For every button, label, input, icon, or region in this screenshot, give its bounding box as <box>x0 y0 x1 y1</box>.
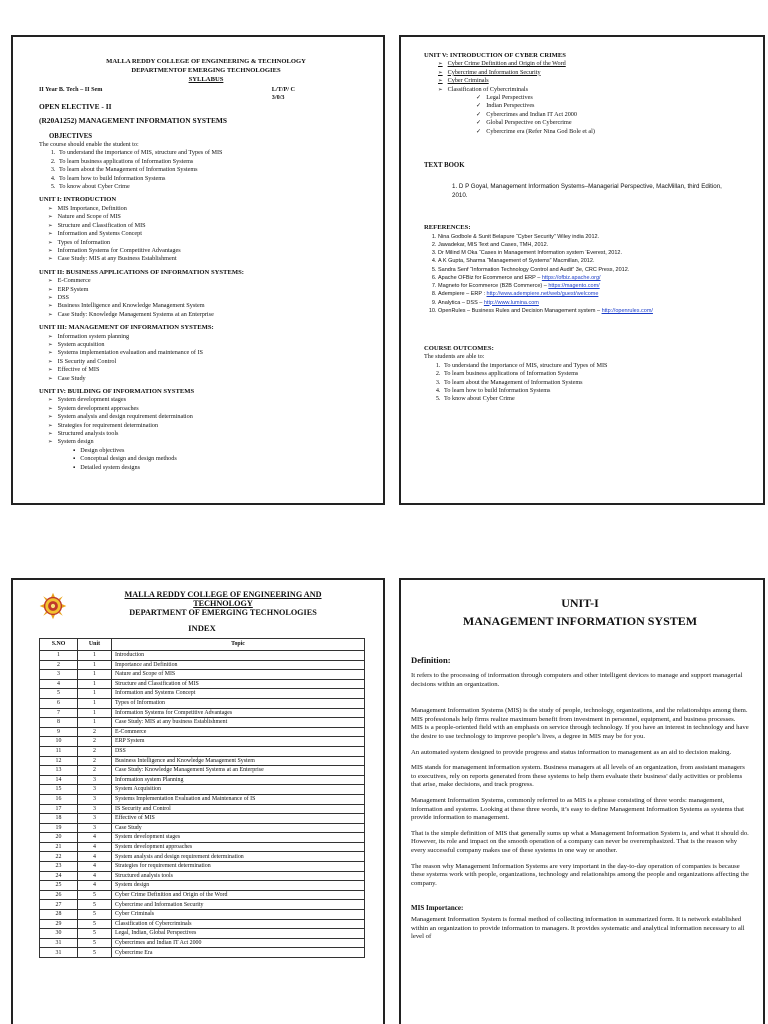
table-row <box>40 919 365 929</box>
list-item: ➢ IS Security and Control <box>48 358 373 366</box>
list-item: ➢ System development stages <box>48 396 373 404</box>
cell-sno: 12 <box>40 756 78 766</box>
college-logo-icon <box>39 592 67 620</box>
cell-unit: 2 <box>78 756 112 766</box>
list-item: ➢ System design <box>48 438 373 446</box>
cell-topic: Cybercrimes and Indian IT Act 2000 <box>112 938 365 948</box>
table-row <box>40 823 365 833</box>
list-item: ▪ Conceptual design and design methods <box>73 455 373 463</box>
department-name: DEPARTMENT OF EMERGING TECHNOLOGIES <box>129 608 317 618</box>
list-item: ➢ System acquisition <box>48 341 373 349</box>
cell-topic: Information and Systems Concept <box>112 689 365 699</box>
cell-unit: 5 <box>78 929 112 939</box>
unit2-title: UNIT II: BUSINESS APPLICATIONS OF INFORMATION SYSTEMS: <box>39 268 244 276</box>
cell-unit: 1 <box>78 670 112 680</box>
cell-sno: 8 <box>40 718 78 728</box>
cell-sno: 19 <box>40 823 78 833</box>
list-item: ▪ Design objectives <box>73 447 373 455</box>
table-row <box>40 679 365 689</box>
cell-unit: 4 <box>78 852 112 862</box>
table-row <box>40 929 365 939</box>
cell-unit: 5 <box>78 910 112 920</box>
outcomes-intro: The students are able to: <box>424 353 485 361</box>
cell-topic: System analysis and design requirement determination <box>112 852 365 862</box>
cell-topic: System development approaches <box>112 842 365 852</box>
table-row <box>40 718 365 728</box>
cell-unit: 4 <box>78 833 112 843</box>
cell-topic: Cybercrime Era <box>112 948 365 958</box>
list-item: ➢ System development approaches <box>48 405 373 413</box>
textbook-title: TEXT BOOK <box>424 162 465 170</box>
cell-sno: 13 <box>40 766 78 776</box>
cell-topic: Structured analysis tools <box>112 871 365 881</box>
cell-unit: 2 <box>78 766 112 776</box>
cell-sno: 2 <box>40 660 78 670</box>
list-item: ➢ Nature and Scope of MIS <box>48 213 373 221</box>
list-item: 7. Magneto for Ecommerce (B2B Commerce) – https://magento.com/ <box>438 282 753 290</box>
definition-title: Definition: <box>411 655 451 665</box>
list-item: 10. OpenRules – Business Rules and Decision Management system – http://openrules.com/ <box>438 307 753 315</box>
cell-sno: 18 <box>40 814 78 824</box>
paragraph: That is the simple definition of MIS that generally sums up what a Management Information System is, and what it should do. However, its role and impact on the smooth operation of a company can never be overemphasized. That is the reason why every successful company makes use of these systems in one way or another. <box>411 829 749 854</box>
index-table-body <box>40 651 365 958</box>
cell-unit: 1 <box>78 679 112 689</box>
cell-topic: Business Intelligence and Knowledge Management System <box>112 756 365 766</box>
list-item: ➢ Information and Systems Concept <box>48 230 373 238</box>
importance-title: MIS Importance: <box>411 904 464 913</box>
list-item: ➢ DSS <box>48 294 373 302</box>
cell-sno: 15 <box>40 785 78 795</box>
elective-label: OPEN ELECTIVE - II <box>39 101 112 111</box>
cell-sno: 24 <box>40 871 78 881</box>
definition-text: It refers to the processing of information through computers and other intelligent devices to manage and support managerial decisions within an organization. <box>411 672 743 688</box>
cell-sno: 23 <box>40 862 78 872</box>
objectives-title: OBJECTIVES <box>49 132 93 140</box>
cell-sno: 22 <box>40 852 78 862</box>
cell-sno: 21 <box>40 842 78 852</box>
list-item: 1. To understand the importance of MIS, structure and Types of MIS <box>57 149 373 157</box>
textbook-entry: 1. D P Goyal, Management Information Systems–Managerial Perspective, MacMillan, third Edition, 2010. <box>452 183 722 200</box>
list-item: ➢ Structured analysis tools <box>48 430 373 438</box>
department-name: DEPARTMENTOF EMERGING TECHNOLOGIES <box>131 67 281 74</box>
cell-topic: Nature and Scope of MIS <box>112 670 365 680</box>
list-item: ➢ Effective of MIS <box>48 366 373 374</box>
column-header-unit: Unit <box>78 639 112 651</box>
list-item: ✓ Cybercrime era (Refer Nina God Bole et al) <box>476 128 753 136</box>
cell-unit: 2 <box>78 737 112 747</box>
cell-sno: 29 <box>40 919 78 929</box>
reference-link[interactable]: http://www.adempiere.net/web/guest/welcome <box>486 291 599 298</box>
cell-topic: ERP System <box>112 737 365 747</box>
list-item: 2. To learn business applications of Information Systems <box>442 370 753 378</box>
cell-unit: 3 <box>78 814 112 824</box>
cell-sno: 7 <box>40 708 78 718</box>
list-item: 4. To learn how to build Information Systems <box>442 387 753 395</box>
list-item: ➢ Business Intelligence and Knowledge Management System <box>48 302 373 310</box>
cell-sno: 27 <box>40 900 78 910</box>
year-row <box>39 86 373 103</box>
cell-unit: 3 <box>78 775 112 785</box>
list-item: ➢ Cyber Criminals <box>438 77 753 85</box>
cell-sno: 17 <box>40 804 78 814</box>
list-item: ➢ Case Study: MIS at any Business Establishment <box>48 255 373 263</box>
table-row <box>40 938 365 948</box>
table-row <box>40 881 365 891</box>
paragraph: Management Information Systems (MIS) is the study of people, technology, organizations, and the relationships among them. MIS professionals help firms realize maximum benefit from investment in personnel, equipment, and business processes. MIS is a people-oriented field with an emphasis on service through technology. If you have an interest in technology and have the desire to use technology to improve people’s lives, a degree in MIS may be for you. <box>411 707 749 740</box>
syllabus-label: SYLLABUS <box>188 76 224 83</box>
cell-unit: 5 <box>78 890 112 900</box>
list-item: ➢ Structure and Classification of MIS <box>48 222 373 230</box>
objectives-intro: The course should enable the student to: <box>39 141 139 149</box>
cell-sno: 4 <box>40 679 78 689</box>
cell-sno: 31 <box>40 948 78 958</box>
cell-topic: System development stages <box>112 833 365 843</box>
list-item: 1. Nina Godbole & Sunit Belapure “Cyber Security” Wiley india 2012. <box>438 233 753 241</box>
table-header-row <box>40 639 365 651</box>
course-title: (R20A1252) MANAGEMENT INFORMATION SYSTEMS <box>39 116 227 126</box>
unit1-title: UNIT I: INTRODUCTION <box>39 196 117 204</box>
cell-topic: E-Commerce <box>112 727 365 737</box>
cell-unit: 2 <box>78 727 112 737</box>
cell-topic: Types of Information <box>112 698 365 708</box>
cell-topic: Importance and Definition <box>112 660 365 670</box>
unit3-title: UNIT III: MANAGEMENT OF INFORMATION SYSTEMS: <box>39 324 214 332</box>
reference-link[interactable]: https://magento.com/ <box>548 283 600 290</box>
column-header-topic: Topic <box>112 639 365 651</box>
table-row <box>40 852 365 862</box>
cell-topic: System design <box>112 881 365 891</box>
cell-sno: 28 <box>40 910 78 920</box>
cell-sno: 31 <box>40 938 78 948</box>
table-row <box>40 890 365 900</box>
cell-sno: 6 <box>40 698 78 708</box>
references-list <box>438 233 753 315</box>
list-item: ➢ Information Systems for Competitive Advantages <box>48 247 373 255</box>
unit-heading: UNIT-I <box>561 596 599 610</box>
column-header-sno: S.NO <box>40 639 78 651</box>
cell-unit: 1 <box>78 708 112 718</box>
list-item: ✓ Indian Perspectives <box>476 102 753 110</box>
cell-unit: 2 <box>78 746 112 756</box>
list-item: 5. Sandra Senf “Information Technology Control and Audit” 3e, CRC Press, 2012. <box>438 266 753 274</box>
cell-topic: Cyber Criminals <box>112 910 365 920</box>
year-sem: II Year B. Tech – II Sem <box>39 86 103 93</box>
syllabus-page <box>11 35 385 505</box>
unit5-title: UNIT V: INTRODUCTION OF CYBER CRIMES <box>424 52 566 59</box>
table-row <box>40 727 365 737</box>
cell-sno: 14 <box>40 775 78 785</box>
cell-sno: 25 <box>40 881 78 891</box>
unit4-list <box>48 396 373 446</box>
cell-unit: 3 <box>78 804 112 814</box>
unit1-list <box>48 205 373 264</box>
unit4-title: UNIT IV: BUILDING OF INFORMATION SYSTEMS <box>39 388 195 395</box>
cell-sno: 16 <box>40 794 78 804</box>
list-item: 1. To understand the importance of MIS, structure and Types of MIS <box>442 362 753 370</box>
index-table <box>39 638 365 958</box>
cell-topic: Strategies for requirement determination <box>112 862 365 872</box>
cell-topic: Systems Implementation Evaluation and Maintenance of IS <box>112 794 365 804</box>
objectives-list <box>57 149 373 191</box>
table-row <box>40 698 365 708</box>
list-item: 4. To learn how to build Information Systems <box>57 175 373 183</box>
list-item: ➢ Classification of Cybercriminals <box>438 86 753 94</box>
cell-unit: 1 <box>78 660 112 670</box>
reference-link[interactable]: https://ofbiz.apache.org/ <box>541 274 601 281</box>
list-item: 4. A K Gupta, Sharma “Management of Systems” Macmillan, 2012. <box>438 257 753 265</box>
cell-sno: 20 <box>40 833 78 843</box>
table-row <box>40 948 365 958</box>
references-title: REFERENCES: <box>424 224 471 232</box>
cell-topic: Cybercrime and Information Security <box>112 900 365 910</box>
cell-unit: 5 <box>78 948 112 958</box>
list-item: 2. Jawadekar, MIS Text and Cases, TMH, 2012. <box>438 241 753 249</box>
cell-topic: Case Study: MIS at any business Establishment <box>112 718 365 728</box>
table-row <box>40 785 365 795</box>
cell-unit: 3 <box>78 794 112 804</box>
cell-topic: Legal, Indian, Global Perspectives <box>112 929 365 939</box>
table-row <box>40 871 365 881</box>
index-header <box>39 590 365 620</box>
list-item: ➢ Cyber Crime Definition and Origin of the Word <box>438 60 753 68</box>
syllabus-page-2 <box>399 35 765 505</box>
table-row <box>40 660 365 670</box>
table-row <box>40 794 365 804</box>
cell-topic: Case Study: Knowledge Management Systems at an Enterprise <box>112 766 365 776</box>
cell-unit: 5 <box>78 900 112 910</box>
list-item: ▪ Detailed system designs <box>73 464 373 472</box>
table-row <box>40 910 365 920</box>
cell-unit: 4 <box>78 881 112 891</box>
table-row <box>40 842 365 852</box>
list-item: 6. Apache OFBiz for Ecommerce and ERP – https://ofbiz.apache.org/ <box>438 274 753 282</box>
list-item: 3. Dr Milind M Oka “Cases in Management Information system ‘Everest, 2012. <box>438 249 753 257</box>
index-titles <box>81 590 365 618</box>
paragraph: Management Information Systems, commonly referred to as MIS is a phrase consisting of three words: management, information and systems. Looking at these three words, it’s easy to define Management Information Systems as systems that provide information to management. <box>411 796 745 822</box>
list-item: ➢ System analysis and design requirement determination <box>48 413 373 421</box>
cell-unit: 4 <box>78 842 112 852</box>
table-row <box>40 737 365 747</box>
cell-topic: Effective of MIS <box>112 814 365 824</box>
list-item: ➢ ERP System <box>48 286 373 294</box>
unit1-content-page <box>399 578 765 1024</box>
cell-sno: 9 <box>40 727 78 737</box>
list-item: 5. To know about Cyber Crime <box>57 183 373 191</box>
list-item: ✓ Legal Perspectives <box>476 94 753 102</box>
table-row <box>40 814 365 824</box>
table-row <box>40 804 365 814</box>
paragraph: The reason why Management Information Systems are very important in the day-to-day operation of companies is because these systems work with people, organizations, technology and relationships among the people and organizations affecting the company. <box>411 862 749 887</box>
list-item: 9. Analytica – DSS – http://www.lumina.com <box>438 299 753 307</box>
list-item: ➢ Cybercrime and Information Security <box>438 69 753 77</box>
list-item: 8. Adempiere – ERP : http://www.adempiere.net/web/guest/welcome <box>438 290 753 298</box>
list-item: ➢ Information system planning <box>48 333 373 341</box>
cell-topic: Information Systems for Competitive Advantages <box>112 708 365 718</box>
list-item: ➢ MIS Importance, Definition <box>48 205 373 213</box>
table-row <box>40 708 365 718</box>
unit4-sublist <box>73 447 373 472</box>
cell-topic: Classification of Cybercriminals <box>112 919 365 929</box>
cell-topic: IS Security and Control <box>112 804 365 814</box>
outcomes-list <box>442 362 753 404</box>
list-item: ➢ Case Study <box>48 375 373 383</box>
cell-topic: Structure and Classification of MIS <box>112 679 365 689</box>
cell-unit: 4 <box>78 871 112 881</box>
cell-sno: 11 <box>40 746 78 756</box>
list-item: ➢ E-Commerce <box>48 277 373 285</box>
reference-link[interactable]: http://www.lumina.com <box>483 299 539 306</box>
cell-sno: 3 <box>40 670 78 680</box>
list-item: ➢ Types of Information <box>48 239 373 247</box>
unit2-list <box>48 277 373 319</box>
cell-topic: Case Study <box>112 823 365 833</box>
list-item: 3. To learn about the Management of Information Systems <box>57 166 373 174</box>
table-row <box>40 651 365 661</box>
table-row <box>40 766 365 776</box>
cell-sno: 10 <box>40 737 78 747</box>
cell-topic: Information system Planning <box>112 775 365 785</box>
table-row <box>40 862 365 872</box>
table-row <box>40 756 365 766</box>
unit5-sublist <box>476 94 753 136</box>
table-row <box>40 746 365 756</box>
unit5-list <box>438 60 753 94</box>
cell-unit: 3 <box>78 785 112 795</box>
table-row <box>40 833 365 843</box>
college-name-line1: MALLA REDDY COLLEGE OF ENGINEERING AND <box>124 590 322 599</box>
cell-unit: 3 <box>78 823 112 833</box>
college-name-line2: TECHNOLOGY <box>193 599 253 609</box>
index-title: INDEX <box>188 623 216 633</box>
cell-sno: 30 <box>40 929 78 939</box>
cell-unit: 1 <box>78 689 112 699</box>
cell-unit: 1 <box>78 651 112 661</box>
table-row <box>40 689 365 699</box>
outcomes-title: COURSE OUTCOMES: <box>424 344 494 352</box>
table-row <box>40 775 365 785</box>
cell-unit: 4 <box>78 862 112 872</box>
table-row <box>40 900 365 910</box>
cell-sno: 26 <box>40 890 78 900</box>
unit-title: MANAGEMENT INFORMATION SYSTEM <box>462 614 698 628</box>
list-item: 3. To learn about the Management of Information Systems <box>442 379 753 387</box>
list-item: 2. To learn business applications of Information Systems <box>57 158 373 166</box>
cell-unit: 1 <box>78 718 112 728</box>
list-item: ✓ Cybercrimes and Indian IT Act 2000 <box>476 111 753 119</box>
list-item: 5. To know about Cyber Crime <box>442 395 753 403</box>
list-item: ➢ Case Study: Knowledge Management Systems at an Enterprise <box>48 311 373 319</box>
ltpc-label: L/T/P/ C <box>271 86 295 93</box>
paragraph: An automated system designed to provide progress and status information to management as an aid to decision making. <box>411 748 732 756</box>
list-item: ➢ Systems implementation evaluation and maintenance of IS <box>48 349 373 357</box>
list-item: ✓ Global Perspective on Cybercrime <box>476 119 753 127</box>
ltpc-block <box>272 86 295 103</box>
ltpc-value: 3/0/3 <box>271 94 285 102</box>
cell-unit: 1 <box>78 698 112 708</box>
cell-topic: DSS <box>112 746 365 756</box>
cell-unit: 5 <box>78 919 112 929</box>
paragraph: MIS stands for management information system. Business managers at all levels of an organization, from assistant managers to executives, rely on reports generated from these systems to help them evaluate their business' daily activities or problems that arise, make decisions, and track progress. <box>411 764 745 789</box>
cell-sno: 1 <box>40 651 78 661</box>
cell-sno: 5 <box>40 689 78 699</box>
reference-link[interactable]: http://openrules.com/ <box>601 307 653 314</box>
importance-text: Management Information System is formal method of collecting information in summarized form. It is network established within an organization to provide information to managers. It provides systematic and analytical information necessary to all level of <box>411 916 745 941</box>
table-row <box>40 670 365 680</box>
cell-topic: Introduction <box>112 651 365 661</box>
index-page <box>11 578 385 1024</box>
list-item: ➢ Strategies for requirement determination <box>48 422 373 430</box>
unit3-list <box>48 333 373 383</box>
cell-topic: System Acquisition <box>112 785 365 795</box>
cell-topic: Cyber Crime Definition and Origin of the Word <box>112 890 365 900</box>
college-name: MALLA REDDY COLLEGE OF ENGINEERING & TECHNOLOGY <box>106 58 306 65</box>
cell-unit: 5 <box>78 938 112 948</box>
